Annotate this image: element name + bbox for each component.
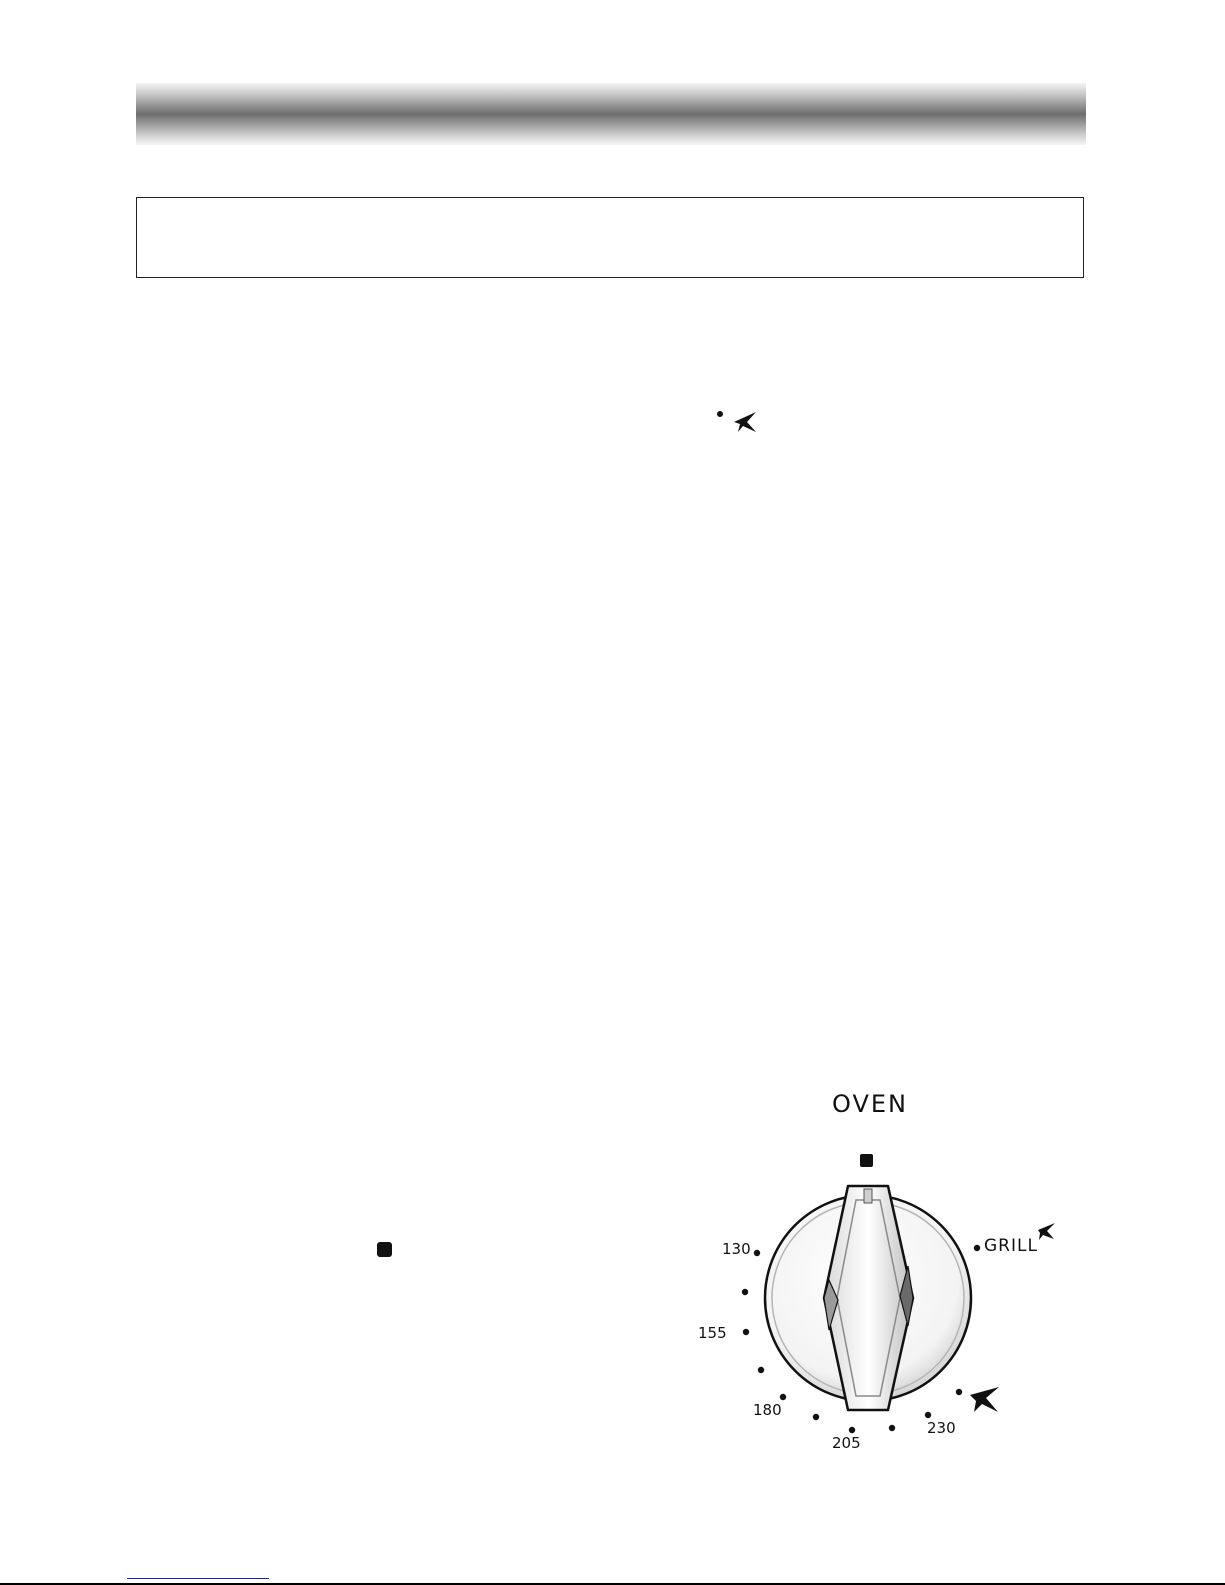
grill-star-icon bbox=[1038, 1223, 1055, 1240]
footer-link-underline[interactable] bbox=[127, 1578, 269, 1579]
dial-off-marker bbox=[860, 1154, 873, 1167]
dial-temp-label: 180 bbox=[753, 1401, 782, 1419]
dial-temp-label: 205 bbox=[832, 1434, 861, 1452]
oven-dial-figure bbox=[698, 1090, 1090, 1470]
dial-temp-label: 155 bbox=[698, 1324, 727, 1342]
section-title-box bbox=[136, 197, 1084, 278]
dial-temp-label: 130 bbox=[722, 1240, 751, 1258]
grill-star-icon bbox=[970, 1387, 999, 1412]
section-header-band bbox=[136, 83, 1086, 145]
dial-title: OVEN bbox=[831, 1090, 909, 1118]
off-square-icon bbox=[377, 1242, 392, 1257]
dial-grill-label: GRILL bbox=[984, 1236, 1038, 1256]
grill-star-icon bbox=[716, 408, 766, 434]
dial-temp-label: 230 bbox=[927, 1419, 956, 1437]
